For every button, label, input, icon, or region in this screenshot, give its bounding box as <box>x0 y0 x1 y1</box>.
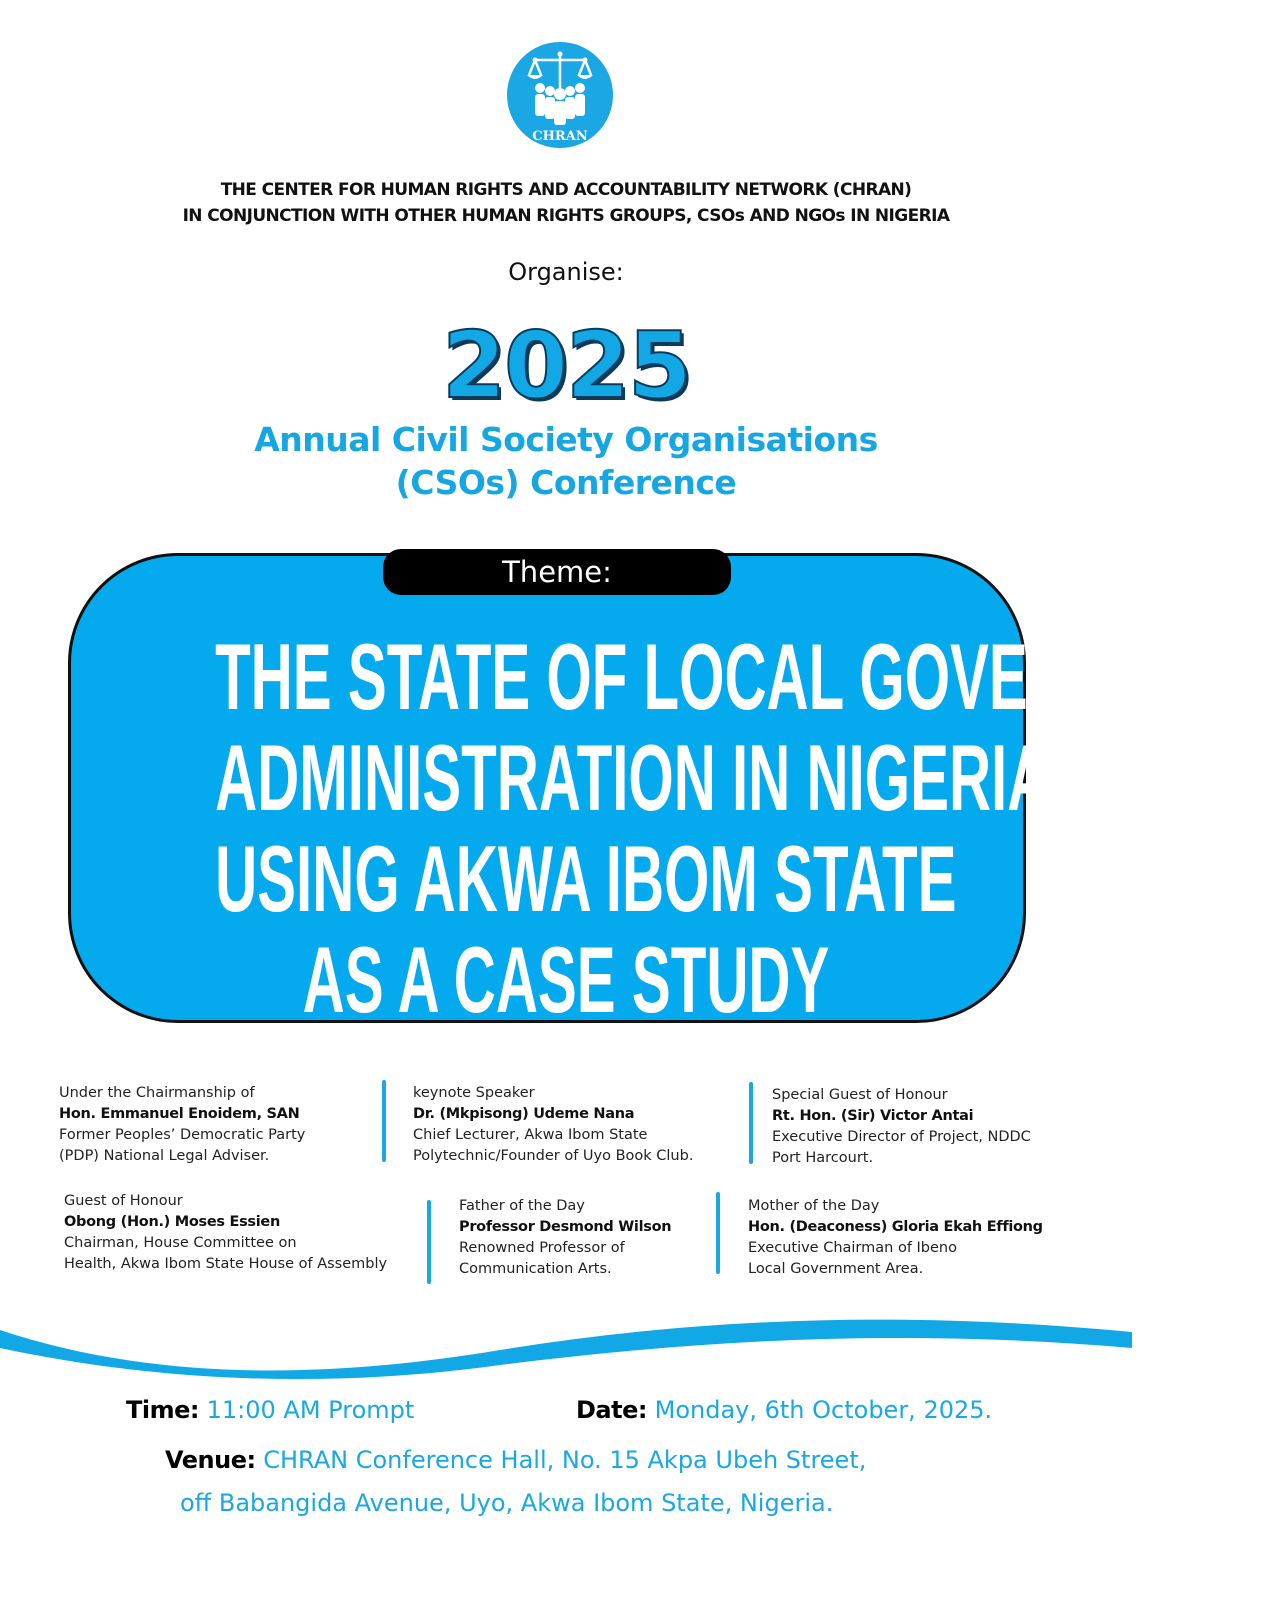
guest-desc: (PDP) National Legal Adviser. <box>59 1148 270 1164</box>
time-value: 11:00 AM Prompt <box>206 1396 415 1424</box>
guest-mother-of-day <box>748 1196 1043 1280</box>
venue-line-2: off Babangida Avenue, Uyo, Akwa Ibom State, Nigeria. <box>180 1489 834 1517</box>
theme-line-4: AS A CASE STUDY <box>302 927 830 1032</box>
guest-keynote-speaker <box>413 1083 693 1167</box>
time-label: Time: <box>126 1396 199 1424</box>
guest-role: Mother of the Day <box>748 1198 880 1214</box>
chran-logo <box>505 40 615 150</box>
divider <box>427 1200 431 1284</box>
theme-line-1: THE STATE OF LOCAL GOVERNMENT <box>215 624 1277 729</box>
guest-desc: Port Harcourt. <box>772 1150 874 1166</box>
guest-of-honour <box>64 1191 387 1275</box>
event-time <box>126 1396 414 1424</box>
conference-title-line-1: Annual Civil Society Organisations <box>254 420 878 459</box>
event-venue <box>165 1446 866 1474</box>
guest-name: Dr. (Mkpisong) Udeme Nana <box>413 1106 635 1122</box>
guest-role: Under the Chairmanship of <box>59 1085 255 1101</box>
guest-desc: Former Peoples’ Democratic Party <box>59 1127 306 1143</box>
guest-desc: Chief Lecturer, Akwa Ibom State <box>413 1127 648 1143</box>
guest-chairman <box>59 1083 305 1167</box>
guest-desc: Chairman, House Committee on <box>64 1235 297 1251</box>
organizer-line-2: IN CONJUNCTION WITH OTHER HUMAN RIGHTS GROUPS, CSOs AND NGOs IN NIGERIA <box>182 206 950 226</box>
divider <box>382 1080 386 1162</box>
guest-name: Professor Desmond Wilson <box>459 1219 672 1235</box>
guest-desc: Polytechnic/Founder of Uyo Book Club. <box>413 1148 694 1164</box>
divider <box>749 1082 753 1164</box>
guest-father-of-day <box>459 1196 671 1280</box>
organise-label: Organise: <box>508 258 624 286</box>
logo-text: CHRAN <box>532 129 588 144</box>
event-date <box>576 1396 992 1424</box>
date-label: Date: <box>576 1396 647 1424</box>
guest-name: Hon. Emmanuel Enoidem, SAN <box>59 1106 300 1122</box>
guest-role: Special Guest of Honour <box>772 1087 948 1103</box>
theme-label: Theme: <box>383 549 731 595</box>
theme-line-3: USING AKWA IBOM STATE <box>215 826 957 931</box>
guest-desc: Executive Director of Project, NDDC <box>772 1129 1031 1145</box>
venue-line-1: CHRAN Conference Hall, No. 15 Akpa Ubeh Street, <box>263 1446 867 1474</box>
date-value: Monday, 6th October, 2025. <box>654 1396 993 1424</box>
guest-desc: Health, Akwa Ibom State House of Assembly <box>64 1256 388 1272</box>
guest-desc: Communication Arts. <box>459 1261 612 1277</box>
guest-name: Hon. (Deaconess) Gloria Ekah Effiong <box>748 1219 1043 1235</box>
guest-desc: Local Government Area. <box>748 1261 924 1277</box>
guest-name: Rt. Hon. (Sir) Victor Antai <box>772 1108 974 1124</box>
guest-role: Guest of Honour <box>64 1193 183 1209</box>
conference-year: 2025 <box>441 312 691 419</box>
guest-role: keynote Speaker <box>413 1085 535 1101</box>
guest-desc: Renowned Professor of <box>459 1240 625 1256</box>
guest-role: Father of the Day <box>459 1198 585 1214</box>
guest-name: Obong (Hon.) Moses Essien <box>64 1214 280 1230</box>
guest-special-honour <box>772 1085 1031 1169</box>
divider <box>716 1192 720 1274</box>
theme-line-2: ADMINISTRATION IN NIGERIA <box>215 725 1050 830</box>
venue-label: Venue: <box>165 1446 256 1474</box>
conference-title-line-2: (CSOs) Conference <box>395 463 737 502</box>
guest-desc: Executive Chairman of Ibeno <box>748 1240 957 1256</box>
organizer-line-1: THE CENTER FOR HUMAN RIGHTS AND ACCOUNTABILITY NETWORK (CHRAN) <box>220 180 912 200</box>
decorative-wave <box>0 1310 1132 1390</box>
